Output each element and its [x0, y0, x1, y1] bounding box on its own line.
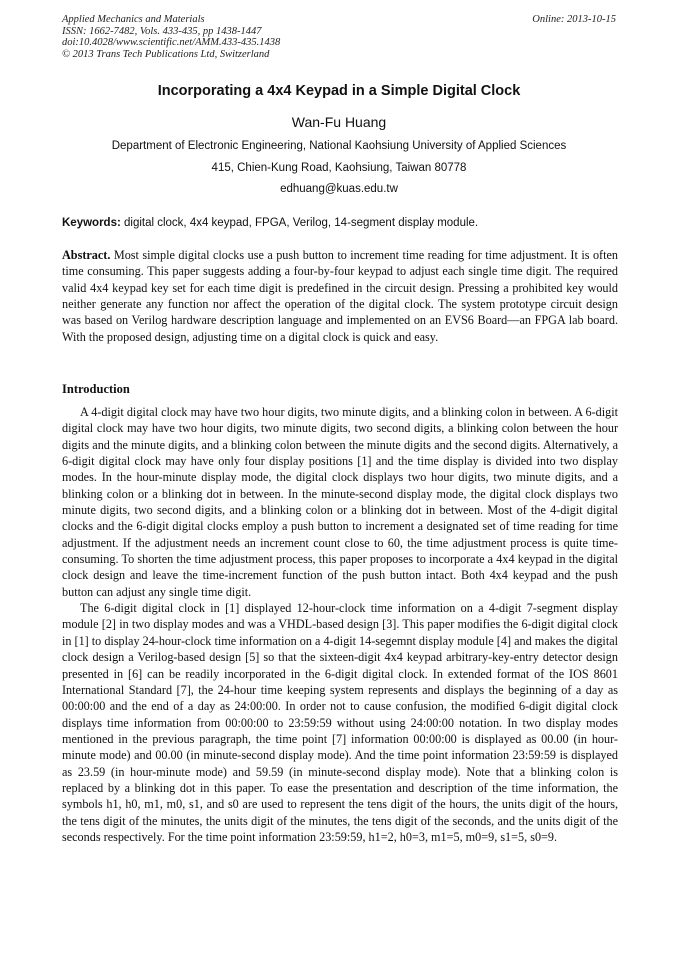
paper-title: Incorporating a 4x4 Keypad in a Simple Digital Clock — [157, 83, 521, 99]
copyright-line: © 2013 Trans Tech Publications Ltd, Switzerland — [62, 48, 270, 60]
author-email: edhuang@kuas.edu.tw — [280, 183, 398, 195]
paragraph: A 4-digit digital clock may have two hour digits, two minute digits, and a blinking colon in between. A 6-digit digital clock may have two hour digits, two minute digits, two second digits, a blinking colon between the hour digits and the minute digits, and a blinking colon between the minute digits and the second digits. Alternatively, a 6-digit digital clock may have only four display positions [1] and the time display is divided into two display modes. In the hour-minute display mode, the digital clock displays two hour digits, two minute digits, and a blinking colon or a blinking dot in between. In the minute-second display mode, the digital clock displays two minute digits, two second digits, and a blinking colon or a blinking dot in between. Most of the 4-digit digital clocks and the 6-digit digital clocks employ a push button to increment a designated set of time reading for time adjustment. If the adjustment needs an increment count close to 60, the time adjustment process is quite time-consuming. To shorten the time adjustment process, this paper proposes to incorporate a 4x4 keypad in the digital clock design and leave the time-increment function of the push button intact. Both 4x4 keypad and the push button can adjust any single time digit. — [62, 405, 618, 599]
section-heading-introduction: Introduction — [62, 382, 130, 396]
doi-line: doi:10.4028/www.scientific.net/AMM.433-435.1438 — [62, 37, 281, 48]
abstract — [62, 247, 618, 345]
abstract-label: Abstract. — [62, 248, 111, 262]
introduction-body — [62, 404, 618, 845]
journal-name: Applied Mechanics and Materials — [62, 14, 205, 25]
author-name: Wan-Fu Huang — [291, 114, 387, 130]
author-address: 415, Chien-Kung Road, Kaohsiung, Taiwan 80778 — [211, 162, 467, 174]
issn-line: ISSN: 1662-7482, Vols. 433-435, pp 1438-1447 — [62, 25, 262, 37]
keywords-label: Keywords: — [62, 217, 121, 229]
keywords-text: digital clock, 4x4 keypad, FPGA, Verilog, 14-segment display module. — [120, 217, 479, 229]
paragraph: The 6-digit digital clock in [1] displayed 12-hour-clock time information on a 4-digit 7-segment display module [2] in two display modes and was a VHDL-based design [3]. This paper modifies the 6-digit digital clock in [1] to display 24-hour-clock time information on a 4-digit 14-segemnt display module [4] and makes the digital clock design a Verilog-based design [5] so that the sixteen-digit 4x4 keypad arbitrary-key-entry detector design presented in [6] can be readily incorporated in the 6-digit digital clock. In extended format of the IOS 8601 International Standard [7], the 24-hour time keeping system represents and displays the beginning of a day as 00:00:00 and the end of a day as 24:00:00. In order not to cause confusion, the modified 6-digit digital clock displays time information from 00:00:00 to 23:59:59 without using 24:00:00 notation. In two display modes mentioned in the previous paragraph, the time point [7] information 00:00:00 is displayed as 00.00 (in hour-minute mode) and 00.00 (in minute-second display mode). And the time point information 23:59:59 is displayed as 23.59 (in hour-minute mode) and 59.59 (in minute-second display mode). Note that a blinking colon is replaced by a blinking dot in this paper. To ease the presentation and description of the time information, the symbols h1, h0, m1, m0, s1, and s0 are used to represent the tens digit of the hours, the units digit of the hours, the tens digit of the minutes, the units digit of the minutes, the tens digit of the seconds, and the units digit of the seconds respectively. For the time point information 23:59:59, h1=2, h0=3, m1=5, m0=9, s1=5, s0=9. — [62, 601, 618, 844]
author-affiliation: Department of Electronic Engineering, National Kaohsiung University of Applied Sciences — [111, 140, 567, 152]
abstract-text: Most simple digital clocks use a push button to increment time reading for time adjustment. It is often time consuming. This paper suggests adding a four-by-four keypad to adjust each single time digit. The required valid 4x4 keypad key set for each time digit is predefined in the circuit design. Pressing a prohibited key would neither generate any function nor affect the operation of the digital clock. The system prototype circuit design was based on Verilog hardware description language and implemented on an EVS6 Board—an FPGA lab board. With the proposed design, adjusting time on a digital clock is quick and easy. — [62, 248, 618, 344]
keywords — [62, 216, 618, 230]
journal-header — [62, 14, 616, 60]
online-date: Online: 2013-10-15 — [532, 14, 616, 25]
